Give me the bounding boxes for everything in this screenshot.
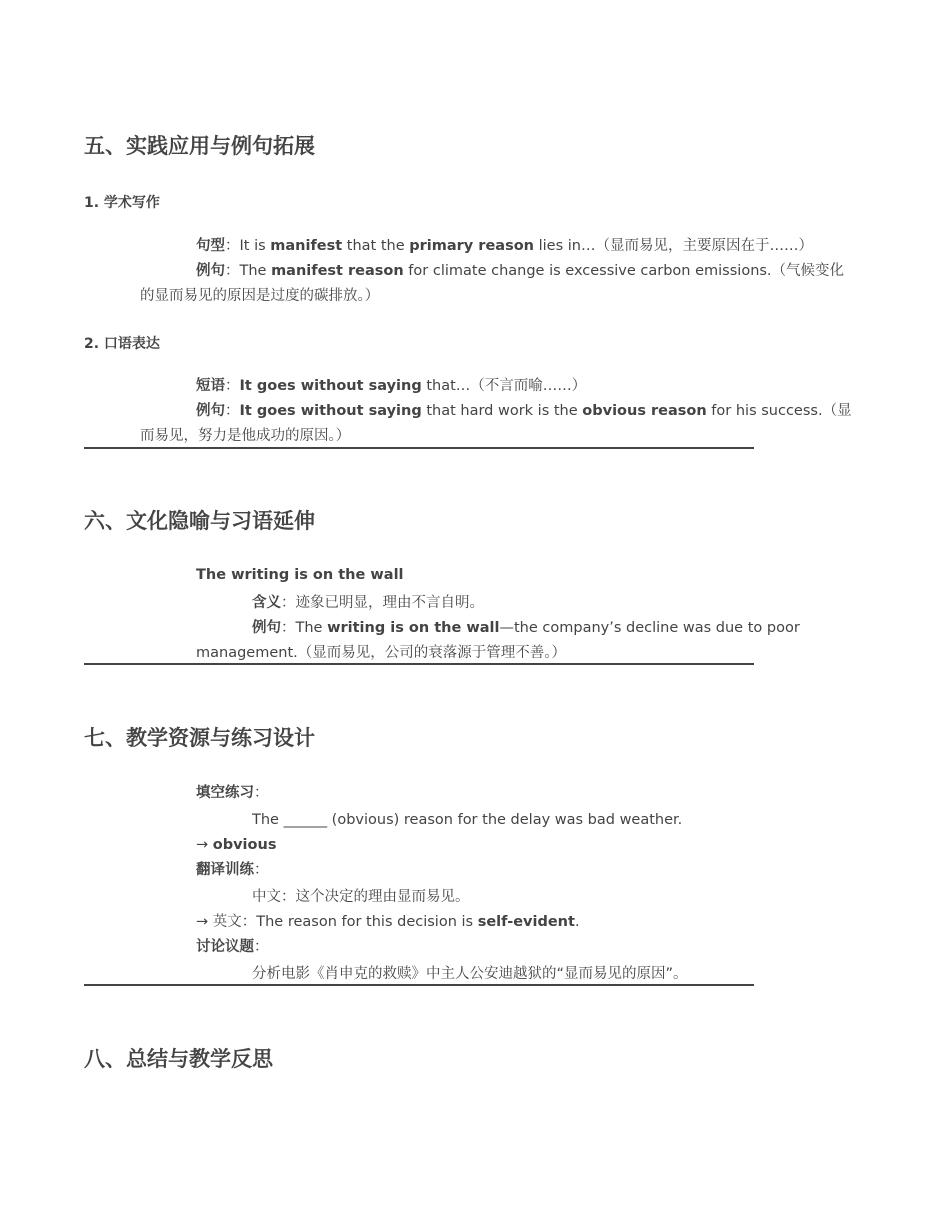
example-label: 例句 bbox=[252, 620, 281, 636]
section-7-title: 七、教学资源与练习设计 bbox=[84, 726, 315, 750]
example-line-wrap: 的显而易见的原因是过度的碳排放。） bbox=[140, 288, 380, 304]
pattern-line: 句型：It is manifest that the primary reason lies in…（显而易见，主要原因在于……） bbox=[196, 238, 813, 254]
phrase-line: 短语：It goes without saying that…（不言而喻……） bbox=[196, 378, 587, 394]
idiom-title: The writing is on the wall bbox=[196, 567, 404, 583]
idiom-example-wrap: management.（显而易见，公司的衰落源于管理不善。） bbox=[196, 645, 566, 661]
spoken-expression-block bbox=[140, 374, 870, 449]
fill-blank-sentence: The ______ (obvious) reason for the delay was bad weather. bbox=[252, 812, 683, 828]
subsection-spoken-expression-heading: 2. 口语表达 bbox=[84, 336, 160, 352]
discussion-label: 讨论议题 bbox=[196, 939, 254, 955]
fill-blank-label: 填空练习 bbox=[196, 785, 254, 801]
pattern-label: 句型 bbox=[196, 238, 225, 254]
section-divider bbox=[84, 447, 754, 449]
meaning-label: 含义 bbox=[252, 595, 281, 611]
fill-blank-label-line: 填空练习： bbox=[196, 785, 269, 801]
translation-english: → 英文：The reason for this decision is self-evident. bbox=[196, 914, 580, 930]
example-label: 例句 bbox=[196, 263, 225, 279]
example-line: 例句：It goes without saying that hard work is the obvious reason for his success.（显 bbox=[196, 403, 852, 419]
academic-writing-block bbox=[140, 234, 870, 309]
example-label: 例句 bbox=[196, 403, 225, 419]
discussion-topic: 分析电影《肖申克的救赎》中主人公安迪越狱的“显而易见的原因”。 bbox=[252, 966, 688, 982]
idiom-block bbox=[196, 563, 876, 666]
fill-blank-answer: → obvious bbox=[196, 837, 277, 853]
section-8-title: 八、总结与教学反思 bbox=[84, 1047, 273, 1071]
discussion-label-line: 讨论议题： bbox=[196, 939, 269, 955]
exercise-block bbox=[196, 781, 876, 987]
meaning-line: 含义：迹象已明显，理由不言自明。 bbox=[252, 595, 484, 611]
translation-chinese: 中文：这个决定的理由显而易见。 bbox=[252, 889, 470, 905]
example-line: 例句：The manifest reason for climate change is excessive carbon emissions.（气候变化 bbox=[196, 263, 845, 279]
translation-label: 翻译训练 bbox=[196, 862, 254, 878]
translation-label-line: 翻译训练： bbox=[196, 862, 269, 878]
section-divider bbox=[84, 663, 754, 665]
section-divider bbox=[84, 984, 754, 986]
idiom-example-line: 例句：The writing is on the wall—the company’s decline was due to poor bbox=[252, 620, 800, 636]
section-6-title: 六、文化隐喻与习语延伸 bbox=[84, 509, 315, 533]
phrase-label: 短语 bbox=[196, 378, 225, 394]
subsection-academic-writing-heading: 1. 学术写作 bbox=[84, 195, 160, 211]
section-5-title: 五、实践应用与例句拓展 bbox=[84, 134, 315, 158]
example-line-wrap: 而易见，努力是他成功的原因。） bbox=[140, 428, 351, 444]
